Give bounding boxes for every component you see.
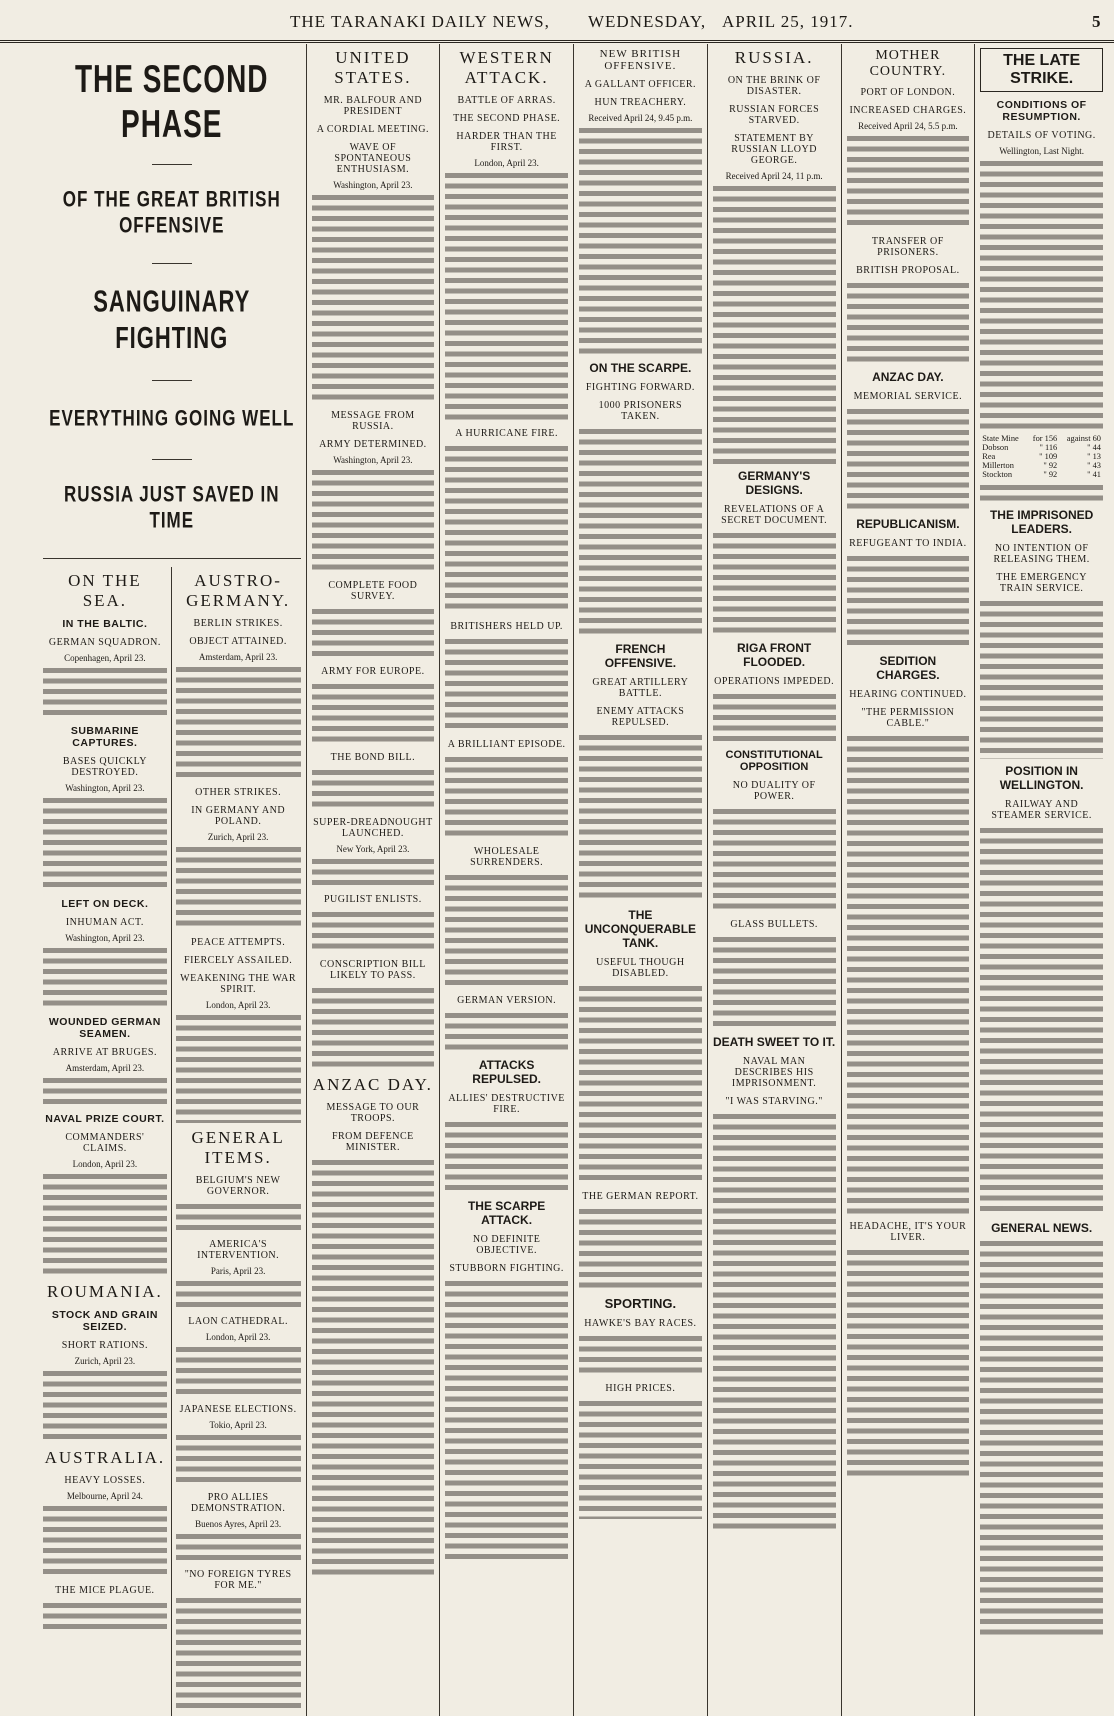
- headline-deck-2: SANGUINARY FIGHTING: [93, 283, 251, 355]
- subhead: HAWKE'S BAY RACES.: [584, 1318, 697, 1329]
- dateline: Washington, April 23.: [333, 180, 413, 190]
- divider: [152, 459, 192, 460]
- subhead: BELGIUM'S NEW GOVERNOR.: [195, 1175, 281, 1197]
- subhead: NAVAL MAN DESCRIBES HIS IMPRISONMENT.: [731, 1056, 817, 1089]
- subhead: ARMY FOR EUROPE.: [321, 666, 425, 677]
- voting-table: [980, 434, 1103, 479]
- subhead: MESSAGE TO OUR TROOPS.: [326, 1102, 420, 1124]
- subhead: USEFUL THOUGH DISABLED.: [596, 957, 685, 979]
- article-body: [176, 1345, 301, 1397]
- subhead: BRITISH PROPOSAL.: [856, 265, 960, 276]
- table-row: [980, 470, 1103, 479]
- divider: [43, 558, 301, 559]
- newspaper-title: THE TARANAKI DAILY NEWS,: [290, 12, 550, 31]
- article-body: [176, 845, 301, 930]
- dateline: Washington, April 23.: [65, 933, 145, 943]
- table-cell: " 116: [1039, 443, 1058, 452]
- subhead: WAVE OF SPONTANEOUS ENTHUSIASM.: [334, 142, 412, 175]
- article-body: [713, 531, 836, 636]
- table-cell: " 43: [1087, 461, 1101, 470]
- subhead: HUN TREACHERY.: [594, 97, 687, 108]
- table-row: [980, 461, 1103, 470]
- section-head-united-states: UNITED STATES.: [334, 48, 412, 87]
- section-head-general-news: GENERAL NEWS.: [991, 1221, 1093, 1235]
- subhead: STUBBORN FIGHTING.: [449, 1263, 564, 1274]
- table-row: [980, 443, 1103, 452]
- dateline: Copenhagen, April 23.: [64, 653, 146, 663]
- article-body: [847, 407, 970, 512]
- dateline: Amsterdam, April 23.: [65, 1063, 145, 1073]
- subhead: STOCK AND GRAIN SEIZED.: [51, 1309, 158, 1333]
- article-body: [176, 1202, 301, 1232]
- subhead: "THE PERMISSION CABLE.": [861, 707, 955, 729]
- article-body: [445, 1279, 568, 1559]
- section-head-position-wellington: POSITION IN WELLINGTON.: [999, 764, 1084, 792]
- table-cell: " 92: [1043, 470, 1058, 479]
- article-body: [43, 1172, 167, 1277]
- headline-deck-4: RUSSIA JUST SAVED IN TIME: [63, 482, 280, 533]
- subhead: RUSSIAN FORCES STARVED.: [729, 104, 820, 126]
- article-body: [176, 1013, 301, 1123]
- subhead: GREAT ARTILLERY BATTLE.: [592, 677, 689, 699]
- article-body: [847, 1248, 970, 1478]
- lower-two-columns: [43, 567, 301, 1716]
- article-body: [445, 755, 568, 839]
- table-cell: Millerton: [982, 461, 1014, 470]
- article-body: [579, 733, 702, 903]
- table-cell: State Mine: [982, 434, 1019, 443]
- col-united-states: [306, 44, 440, 1716]
- divider: [152, 164, 192, 165]
- col-mother-country: [841, 44, 975, 1716]
- lead-story-column: [38, 44, 306, 1716]
- dateline: Received April 24, 9.45 p.m.: [588, 113, 693, 123]
- subhead: "NO FOREIGN TYRES FOR ME.": [184, 1569, 292, 1591]
- section-head-austro-germany: AUSTRO-GERMANY.: [186, 571, 291, 610]
- article-body: [445, 1011, 568, 1053]
- section-head-french-offensive: FRENCH OFFENSIVE.: [604, 642, 677, 670]
- subhead: HEARING CONTINUED.: [849, 689, 967, 700]
- subhead: THE GERMAN REPORT.: [582, 1191, 699, 1202]
- dateline: Zurich, April 23.: [74, 1356, 136, 1366]
- subhead: SUPER-DREADNOUGHT LAUNCHED.: [313, 817, 433, 839]
- dateline: Received April 24, 5.5 p.m.: [858, 121, 958, 131]
- subhead: 1000 PRISONERS TAKEN.: [598, 400, 683, 422]
- article-body: [312, 193, 435, 403]
- article-body: [312, 910, 435, 952]
- section-head-riga-front: RIGA FRONT FLOODED.: [737, 641, 812, 669]
- headline-deck-3: EVERYTHING GOING WELL: [49, 406, 295, 431]
- subhead: FIERCELY ASSAILED.: [184, 955, 293, 966]
- article-body: [312, 986, 435, 1070]
- subhead: GERMAN VERSION.: [457, 995, 557, 1006]
- article-body: [43, 1076, 167, 1106]
- section-head-unconquerable-tank: THE UNCONQUERABLE TANK.: [584, 908, 697, 950]
- dateline: Amsterdam, April 23.: [198, 652, 278, 662]
- subhead: LAON CATHEDRAL.: [188, 1316, 288, 1327]
- section-head-general-items: GENERAL ITEMS.: [191, 1128, 285, 1167]
- table-cell: for 156: [1032, 434, 1058, 443]
- col-western-attack: [439, 44, 573, 1716]
- subhead: PUGILIST ENLISTS.: [323, 894, 422, 905]
- section-head-scarpe-attack: THE SCARPE ATTACK.: [467, 1199, 546, 1227]
- section-head-russia: RUSSIA.: [734, 48, 814, 67]
- subhead: LEFT ON DECK.: [61, 898, 149, 910]
- article-body: [43, 1504, 167, 1578]
- subhead: ON THE BRINK OF DISASTER.: [727, 75, 821, 97]
- col-new-british-offensive: [573, 44, 707, 1716]
- dateline: New York, April 23.: [336, 844, 410, 854]
- subhead: ALLIES' DESTRUCTIVE FIRE.: [448, 1093, 565, 1115]
- subhead: "I WAS STARVING.": [725, 1096, 823, 1107]
- subhead: IN THE BALTIC.: [62, 618, 148, 630]
- article-body: [176, 1596, 301, 1711]
- subhead: ENEMY ATTACKS REPULSED.: [596, 706, 685, 728]
- article-body: [579, 1399, 702, 1519]
- subhead: GLASS BULLETS.: [730, 919, 818, 930]
- subhead: IN GERMANY AND POLAND.: [191, 805, 286, 827]
- table-cell: Rea: [982, 452, 996, 461]
- table-cell: " 109: [1039, 452, 1058, 461]
- table-cell: Stockton: [982, 470, 1013, 479]
- article-body: [847, 281, 970, 365]
- article-body: [312, 1158, 435, 1578]
- newspaper-columns: [38, 44, 1108, 1596]
- table-cell: against 60: [1066, 434, 1101, 443]
- article-body: [176, 1433, 301, 1485]
- article-body: [713, 1112, 836, 1532]
- table-row: [980, 452, 1103, 461]
- subhead: WOUNDED GERMAN SEAMEN.: [48, 1016, 161, 1040]
- article-body: [312, 682, 435, 745]
- headline-deck-1: OF THE GREAT BRITISH OFFENSIVE: [62, 187, 281, 238]
- masthead: [0, 0, 1114, 43]
- article-body: [980, 483, 1103, 503]
- article-body: [445, 1120, 568, 1194]
- article-body: [312, 607, 435, 659]
- subhead: NO INTENTION OF RELEASING THEM.: [993, 543, 1090, 565]
- section-head-western-attack: WESTERN ATTACK.: [459, 48, 554, 87]
- subhead: ARMY DETERMINED.: [319, 439, 427, 450]
- subhead: A BRILLIANT EPISODE.: [447, 739, 566, 750]
- subhead: PORT OF LONDON.: [860, 87, 956, 98]
- article-body: [43, 796, 167, 891]
- section-head-attacks-repulsed: ATTACKS REPULSED.: [472, 1058, 541, 1086]
- subhead: BASES QUICKLY DESTROYED.: [62, 756, 147, 778]
- subhead: ARRIVE AT BRUGES.: [52, 1047, 157, 1058]
- section-head-mother-country: MOTHER COUNTRY.: [869, 48, 947, 79]
- article-body: [176, 665, 301, 780]
- subhead: HARDER THAN THE FIRST.: [456, 131, 557, 153]
- dateline: Paris, April 23.: [210, 1266, 266, 1276]
- article-body: [43, 666, 167, 718]
- section-head-on-the-sea: ON THE SEA.: [68, 571, 142, 610]
- subhead: WHOLESALE SURRENDERS.: [470, 846, 544, 868]
- dateline: Washington, April 23.: [333, 455, 413, 465]
- article-body: [445, 873, 568, 988]
- dateline: Washington, April 23.: [65, 783, 145, 793]
- article-body: [713, 935, 836, 1030]
- article-body: [713, 692, 836, 744]
- dateline: Wellington, Last Night.: [999, 146, 1085, 156]
- subhead: REVELATIONS OF A SECRET DOCUMENT.: [721, 504, 828, 526]
- subhead: STATEMENT BY RUSSIAN LLOYD GEORGE.: [731, 133, 817, 166]
- section-head-late-strike: THE LATE STRIKE.: [980, 48, 1103, 92]
- subhead: NO DEFINITE OBJECTIVE.: [472, 1234, 541, 1256]
- subhead: FROM DEFENCE MINISTER.: [331, 1131, 414, 1153]
- subhead: COMMANDERS' CLAIMS.: [65, 1132, 145, 1154]
- issue-date: APRIL 25, 1917.: [722, 12, 854, 31]
- subhead: OPERATIONS IMPEDED.: [714, 676, 835, 687]
- article-body: [980, 599, 1103, 759]
- subhead: THE BOND BILL.: [330, 752, 416, 763]
- section-head-sedition-charges: SEDITION CHARGES.: [876, 654, 940, 682]
- col-late-strike: [974, 44, 1108, 1716]
- col-on-the-sea: [43, 567, 172, 1716]
- subhead: SHORT RATIONS.: [61, 1340, 148, 1351]
- article-body: [847, 734, 970, 1214]
- subhead: NAVAL PRIZE COURT.: [45, 1113, 165, 1125]
- col-austro-germany: [172, 567, 301, 1716]
- article-body: [713, 184, 836, 464]
- article-body: [579, 1207, 702, 1291]
- article-body: [579, 126, 702, 356]
- subhead: MEMORIAL SERVICE.: [853, 391, 963, 402]
- subhead: HEADACHE, IT'S YOUR LIVER.: [849, 1221, 967, 1243]
- section-head-germanys-designs: GERMANY'S DESIGNS.: [738, 469, 811, 497]
- article-body: [713, 807, 836, 912]
- subhead: THE MICE PLAGUE.: [55, 1585, 155, 1596]
- subhead: THE EMERGENCY TRAIN SERVICE.: [996, 572, 1087, 594]
- table-row: [980, 434, 1103, 443]
- subhead: MR. BALFOUR AND PRESIDENT: [323, 95, 423, 117]
- subhead: A CORDIAL MEETING.: [316, 124, 429, 135]
- subhead: HEAVY LOSSES.: [64, 1475, 146, 1486]
- dateline: London, April 23.: [474, 158, 539, 168]
- subhead: REFUGEANT TO INDIA.: [849, 538, 967, 549]
- article-body: [980, 1239, 1103, 1639]
- divider: [152, 380, 192, 381]
- article-body: [312, 468, 435, 573]
- issue-day: WEDNESDAY,: [588, 12, 707, 31]
- table-cell: " 41: [1087, 470, 1101, 479]
- subhead: HIGH PRICES.: [605, 1383, 676, 1394]
- subhead: A GALLANT OFFICER.: [584, 79, 697, 90]
- article-body: [445, 171, 568, 421]
- article-body: [445, 444, 568, 614]
- subhead: BRITISHERS HELD UP.: [450, 621, 563, 632]
- section-head-republicanism: REPUBLICANISM.: [856, 517, 960, 531]
- article-body: [312, 768, 435, 810]
- section-head-on-the-scarpe: ON THE SCARPE.: [589, 361, 692, 375]
- article-body: [43, 1369, 167, 1443]
- subhead: OBJECT ATTAINED.: [189, 636, 287, 647]
- col-russia: [707, 44, 841, 1716]
- article-body: [579, 1334, 702, 1376]
- article-body: [43, 1601, 167, 1631]
- dateline: London, April 23.: [72, 1159, 138, 1169]
- subhead: NO DUALITY OF POWER.: [732, 780, 816, 802]
- article-body: [312, 857, 435, 887]
- dateline: Received April 24, 11 p.m.: [725, 171, 823, 181]
- article-body: [579, 984, 702, 1184]
- dateline: Buenos Ayres, April 23.: [195, 1519, 282, 1529]
- article-body: [176, 1532, 301, 1562]
- subhead: CONSCRIPTION BILL LIKELY TO PASS.: [319, 959, 426, 981]
- subhead: THE SECOND PHASE.: [453, 113, 561, 124]
- dateline: Tokio, April 23.: [209, 1420, 267, 1430]
- article-body: [847, 554, 970, 649]
- section-head-imprisoned-leaders: THE IMPRISONED LEADERS.: [989, 508, 1094, 536]
- subhead: FIGHTING FORWARD.: [585, 382, 695, 393]
- section-head-australia: AUSTRALIA.: [44, 1448, 166, 1467]
- subhead: A HURRICANE FIRE.: [455, 428, 558, 439]
- section-head-sporting: SPORTING.: [604, 1296, 677, 1311]
- subhead: MESSAGE FROM RUSSIA.: [331, 410, 415, 432]
- headline-main: THE SECOND PHASE: [74, 57, 269, 146]
- article-body: [43, 946, 167, 1009]
- subhead: TRANSFER OF PRISONERS.: [871, 236, 944, 258]
- subhead: GERMAN SQUADRON.: [48, 637, 161, 648]
- dateline: Zurich, April 23.: [207, 832, 269, 842]
- table-cell: " 44: [1087, 443, 1101, 452]
- article-body: [445, 637, 568, 732]
- subhead: INCREASED CHARGES.: [849, 105, 967, 116]
- subhead: JAPANESE ELECTIONS.: [179, 1404, 297, 1415]
- page-number: 5: [1092, 12, 1102, 31]
- subhead: COMPLETE FOOD SURVEY.: [328, 580, 418, 602]
- dateline: Melbourne, April 24.: [66, 1491, 143, 1501]
- article-body: [847, 134, 970, 229]
- article-body: [579, 427, 702, 637]
- subhead: RAILWAY AND STEAMER SERVICE.: [991, 799, 1092, 821]
- section-head-roumania: ROUMANIA.: [47, 1282, 163, 1301]
- section-head-death-sweet: DEATH SWEET TO IT.: [713, 1035, 836, 1049]
- subhead: BATTLE OF ARRAS.: [457, 95, 556, 106]
- article-body: [980, 826, 1103, 1216]
- table-cell: Dobson: [982, 443, 1009, 452]
- subhead: CONDITIONS OF RESUMPTION.: [996, 99, 1087, 123]
- divider: [152, 263, 192, 264]
- subhead: BERLIN STRIKES.: [193, 618, 283, 629]
- section-head-constitutional-opposition: CONSTITUTIONAL OPPOSITION: [725, 749, 823, 773]
- subhead: AMERICA'S INTERVENTION.: [197, 1239, 280, 1261]
- table-cell: " 92: [1043, 461, 1058, 470]
- subhead: SUBMARINE CAPTURES.: [70, 725, 139, 749]
- subhead: WEAKENING THE WAR SPIRIT.: [180, 973, 297, 995]
- subhead: OTHER STRIKES.: [195, 787, 282, 798]
- dateline: London, April 23.: [205, 1000, 271, 1010]
- section-head-anzac-day: ANZAC DAY.: [312, 1075, 433, 1094]
- subhead: PRO ALLIES DEMONSTRATION.: [190, 1492, 286, 1514]
- subhead: PEACE ATTEMPTS.: [191, 937, 286, 948]
- dateline: London, April 23.: [205, 1332, 271, 1342]
- article-body: [176, 1279, 301, 1309]
- subhead: INHUMAN ACT.: [65, 917, 144, 928]
- table-cell: " 13: [1087, 452, 1101, 461]
- section-head-new-british-offensive: NEW BRITISH OFFENSIVE.: [599, 48, 682, 72]
- article-body: [980, 159, 1103, 429]
- section-head-anzac-day: ANZAC DAY.: [872, 370, 944, 384]
- subhead: DETAILS OF VOTING.: [987, 130, 1096, 141]
